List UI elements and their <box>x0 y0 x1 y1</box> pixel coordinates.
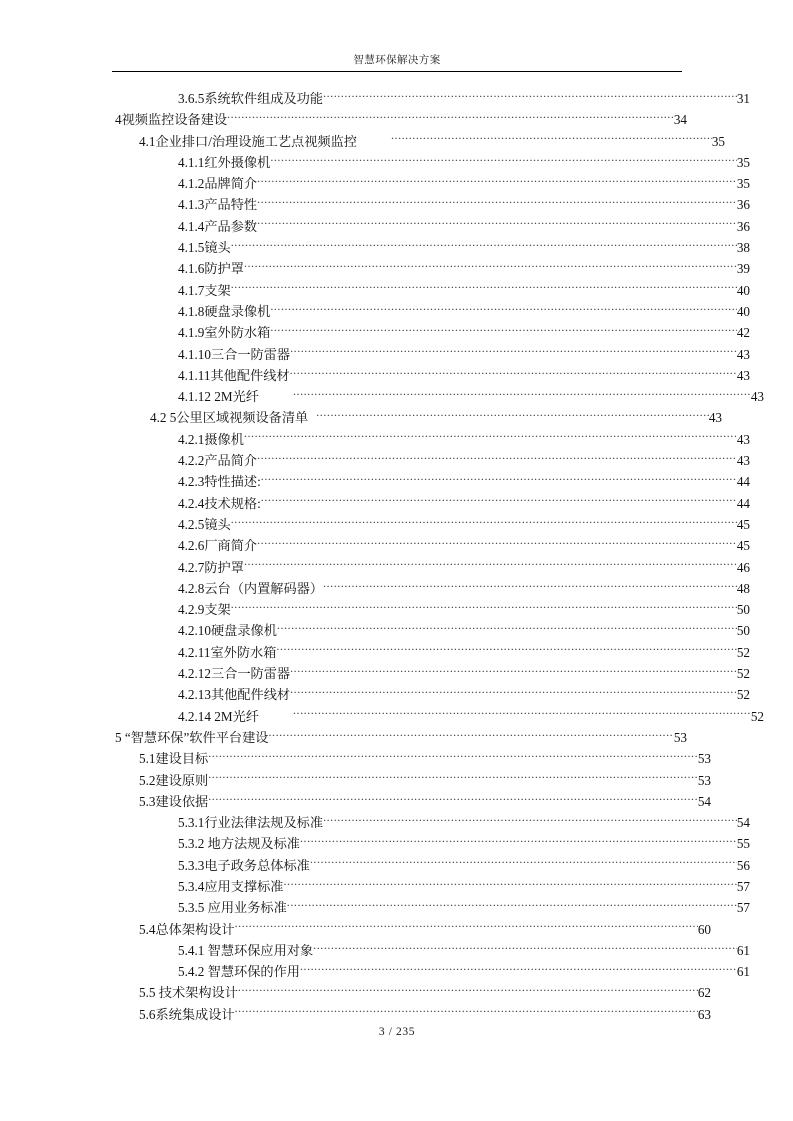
toc-entry-page-number: 52 <box>750 708 764 724</box>
toc-entry-label: 5.5 技术架构设计 <box>139 985 238 1001</box>
toc-entry[interactable] <box>112 216 750 237</box>
toc-leader-dots <box>268 727 673 742</box>
toc-entry-label: 4.1.5镜头 <box>178 240 231 256</box>
toc-entry-page-number: 35 <box>736 176 750 192</box>
toc-leader-dots <box>208 770 698 785</box>
toc-entry[interactable] <box>112 365 750 386</box>
toc-entry-label: 4.1企业排口/治理设施工艺点视频监控 <box>139 133 357 149</box>
toc-leader-dots <box>284 876 737 891</box>
toc-entry-page-number: 46 <box>736 559 750 575</box>
table-of-contents <box>112 88 764 1025</box>
toc-leader-dots <box>231 237 737 252</box>
toc-entry-page-number: 43 <box>736 367 750 383</box>
toc-entry-page-number: 53 <box>697 772 711 788</box>
toc-leader-dots <box>287 897 737 912</box>
toc-leader-dots <box>293 706 751 721</box>
toc-entry[interactable] <box>112 514 750 535</box>
toc-entry-label: 4.2.11室外防水箱 <box>178 644 277 660</box>
toc-entry-page-number: 61 <box>736 942 750 958</box>
toc-entry[interactable] <box>112 88 750 109</box>
toc-leader-dots <box>257 173 737 188</box>
toc-leader-dots <box>208 748 698 763</box>
toc-entry-label: 4.1.7支架 <box>178 282 231 298</box>
toc-entry-label: 5.3建设依据 <box>139 793 209 809</box>
toc-entry-page-number: 43 <box>708 410 722 426</box>
toc-entry[interactable] <box>112 450 750 471</box>
toc-entry-page-number: 50 <box>736 623 750 639</box>
toc-entry-label: 4.1.12 2M光纤 <box>178 389 259 405</box>
toc-leader-dots <box>270 152 737 167</box>
toc-leader-dots <box>244 429 737 444</box>
toc-entry-page-number: 39 <box>736 261 750 277</box>
toc-leader-dots <box>244 258 737 273</box>
toc-leader-dots <box>257 194 737 209</box>
toc-leader-dots <box>276 642 736 657</box>
toc-leader-dots <box>290 365 737 380</box>
toc-entry[interactable] <box>112 727 687 748</box>
toc-entry-label: 4视频监控设备建设 <box>115 112 228 128</box>
toc-leader-dots <box>261 471 737 486</box>
toc-entry-label: 4.2.6厂商简介 <box>178 538 258 554</box>
toc-leader-dots <box>290 684 737 699</box>
toc-entry-page-number: 35 <box>711 133 725 149</box>
toc-entry[interactable] <box>112 301 750 322</box>
toc-entry[interactable] <box>112 429 750 450</box>
toc-entry-page-number: 55 <box>736 836 750 852</box>
toc-entry[interactable] <box>112 770 711 791</box>
toc-entry-page-number: 48 <box>736 580 750 596</box>
toc-entry-label: 4.2.13其他配件线材 <box>178 687 291 703</box>
toc-entry[interactable] <box>112 706 764 727</box>
toc-leader-dots <box>323 812 737 827</box>
toc-entry-label: 4.1.8硬盘录像机 <box>178 303 271 319</box>
toc-entry[interactable] <box>112 152 750 173</box>
toc-entry[interactable] <box>112 855 750 876</box>
toc-leader-dots <box>293 386 751 401</box>
toc-entry-page-number: 52 <box>736 687 750 703</box>
toc-entry[interactable] <box>112 620 750 641</box>
toc-entry-page-number: 45 <box>736 538 750 554</box>
toc-entry-page-number: 54 <box>697 793 711 809</box>
toc-entry[interactable] <box>112 684 750 705</box>
toc-leader-dots <box>231 514 737 529</box>
toc-entry[interactable] <box>112 237 750 258</box>
toc-entry[interactable] <box>112 578 750 599</box>
toc-entry-label: 5.3.3电子政务总体标准 <box>178 857 310 873</box>
toc-entry[interactable] <box>112 493 750 514</box>
toc-entry-label: 3.6.5系统软件组成及功能 <box>178 91 324 106</box>
toc-entry[interactable] <box>112 919 711 940</box>
toc-leader-dots <box>238 982 698 997</box>
toc-entry-page-number: 35 <box>736 154 750 170</box>
toc-leader-dots <box>257 535 737 550</box>
toc-entry-label: 5 “智慧环保”软件平台建设 <box>115 729 269 745</box>
toc-leader-dots <box>391 131 712 146</box>
toc-entry-page-number: 40 <box>736 303 750 319</box>
toc-entry[interactable] <box>112 940 750 961</box>
toc-entry[interactable] <box>112 407 722 428</box>
toc-entry-page-number: 53 <box>697 751 711 767</box>
toc-entry-page-number: 38 <box>736 240 750 256</box>
toc-entry-label: 4.1.9室外防水箱 <box>178 325 271 341</box>
toc-leader-dots <box>231 599 737 614</box>
toc-entry-page-number: 42 <box>736 325 750 341</box>
toc-entry[interactable] <box>112 599 750 620</box>
toc-entry-label: 4.2.14 2M光纤 <box>178 708 259 724</box>
toc-leader-dots <box>235 919 698 934</box>
toc-leader-dots <box>323 88 737 103</box>
toc-entry-label: 4.2.7防护罩 <box>178 559 244 575</box>
toc-entry-label: 4.1.2品牌简介 <box>178 176 258 192</box>
toc-leader-dots <box>244 557 737 572</box>
toc-entry[interactable] <box>112 833 750 854</box>
toc-entry[interactable] <box>112 663 750 684</box>
toc-leader-dots <box>257 450 737 465</box>
toc-entry-page-number: 44 <box>736 474 750 490</box>
toc-entry-page-number: 54 <box>736 815 750 831</box>
toc-entry-label: 4.1.10三合一防雷器 <box>178 346 291 362</box>
toc-entry-page-number: 52 <box>736 644 750 660</box>
toc-leader-dots <box>310 855 737 870</box>
toc-entry-label: 4.1.1红外摄像机 <box>178 154 271 170</box>
toc-entry[interactable] <box>112 280 750 301</box>
toc-entry-page-number: 57 <box>736 900 750 916</box>
toc-entry-label: 4.2.4技术规格: <box>178 495 261 511</box>
toc-entry-page-number: 31 <box>736 91 750 106</box>
toc-entry-page-number: 60 <box>697 921 711 937</box>
toc-entry-label: 5.3.2 地方法规及标准 <box>178 836 300 852</box>
toc-entry-page-number: 44 <box>736 495 750 511</box>
toc-entry-label: 4.2.12三合一防雷器 <box>178 666 291 682</box>
toc-entry-label: 5.1建设目标 <box>139 751 209 767</box>
toc-entry-page-number: 57 <box>736 878 750 894</box>
toc-entry-page-number: 56 <box>736 857 750 873</box>
toc-leader-dots <box>227 109 674 124</box>
toc-entry-label: 5.3.1行业法律法规及标准 <box>178 815 324 831</box>
toc-entry-label: 4.2.8云台（内置解码器） <box>178 580 324 596</box>
toc-entry[interactable] <box>112 322 750 343</box>
toc-entry[interactable] <box>112 876 750 897</box>
toc-leader-dots <box>231 280 737 295</box>
toc-entry-page-number: 40 <box>736 282 750 298</box>
toc-leader-dots <box>300 961 737 976</box>
toc-entry-label: 4.2.10硬盘录像机 <box>178 623 277 639</box>
toc-leader-dots <box>270 322 737 337</box>
toc-leader-dots <box>235 1004 698 1019</box>
toc-entry-page-number: 53 <box>673 729 687 745</box>
toc-entry-page-number: 43 <box>736 431 750 447</box>
toc-entry-label: 4.2.9支架 <box>178 602 231 618</box>
footer-page-number: 3 / 235 <box>378 1026 416 1038</box>
toc-entry[interactable] <box>112 344 750 365</box>
toc-entry[interactable] <box>112 791 711 812</box>
toc-entry[interactable] <box>112 173 750 194</box>
toc-leader-dots <box>290 344 737 359</box>
toc-entry-label: 5.4总体架构设计 <box>139 921 235 937</box>
toc-entry[interactable] <box>112 642 750 663</box>
toc-entry-page-number: 63 <box>697 1006 711 1022</box>
running-header-title: 智慧环保解决方案 <box>353 55 441 66</box>
toc-entry[interactable] <box>112 194 750 215</box>
running-header <box>112 50 682 69</box>
toc-entry-page-number: 52 <box>736 666 750 682</box>
toc-entry-page-number: 61 <box>736 964 750 980</box>
toc-entry-label: 4.2.3特性描述: <box>178 474 261 490</box>
toc-entry-label: 5.6系统集成设计 <box>139 1006 235 1022</box>
toc-entry-label: 5.2建设原则 <box>139 772 209 788</box>
toc-entry[interactable] <box>112 109 687 130</box>
toc-entry-label: 5.3.5 应用业务标准 <box>178 900 287 916</box>
toc-entry[interactable] <box>112 535 750 556</box>
toc-leader-dots <box>208 791 698 806</box>
toc-entry[interactable] <box>112 961 750 982</box>
toc-entry-label: 4.2 5公里区域视频设备清单 <box>150 410 309 426</box>
header-divider <box>112 71 682 72</box>
toc-entry[interactable] <box>112 897 750 918</box>
toc-entry-label: 5.4.1 智慧环保应用对象 <box>178 942 314 958</box>
toc-entry-label: 4.2.5镜头 <box>178 516 231 532</box>
toc-entry-label: 5.3.4应用支撑标准 <box>178 878 284 894</box>
toc-leader-dots <box>290 663 737 678</box>
toc-entry-page-number: 50 <box>736 602 750 618</box>
toc-entry-page-number: 43 <box>736 346 750 362</box>
toc-entry-label: 4.1.11其他配件线材 <box>178 367 290 383</box>
toc-entry-page-number: 43 <box>736 453 750 469</box>
toc-entry-page-number: 36 <box>736 197 750 213</box>
toc-leader-dots <box>323 578 737 593</box>
toc-leader-dots <box>261 493 737 508</box>
toc-entry[interactable] <box>112 386 764 407</box>
toc-entry-label: 5.4.2 智慧环保的作用 <box>178 964 300 980</box>
toc-entry[interactable] <box>112 812 750 833</box>
toc-entry[interactable] <box>112 982 711 1003</box>
toc-leader-dots <box>300 833 737 848</box>
toc-entry-label: 4.1.6防护罩 <box>178 261 244 277</box>
toc-entry-page-number: 43 <box>750 389 764 405</box>
toc-entry-page-number: 62 <box>697 985 711 1001</box>
toc-entry[interactable] <box>112 748 711 769</box>
toc-entry-label: 4.1.3产品特性 <box>178 197 258 213</box>
toc-entry-page-number: 45 <box>736 516 750 532</box>
toc-entry-page-number: 36 <box>736 218 750 234</box>
toc-entry[interactable] <box>112 131 725 152</box>
running-footer <box>112 1022 682 1040</box>
toc-entry[interactable] <box>112 471 750 492</box>
toc-entry[interactable] <box>112 557 750 578</box>
toc-entry[interactable] <box>112 258 750 279</box>
toc-entry-page-number: 34 <box>673 112 687 128</box>
toc-leader-dots <box>270 301 737 316</box>
toc-entry-label: 4.1.4产品参数 <box>178 218 258 234</box>
toc-leader-dots <box>257 216 737 231</box>
toc-leader-dots <box>313 940 737 955</box>
toc-leader-dots <box>316 407 709 422</box>
toc-entry-label: 4.2.1摄像机 <box>178 431 244 447</box>
toc-entry-label: 4.2.2产品简介 <box>178 453 258 469</box>
toc-leader-dots <box>277 620 737 635</box>
